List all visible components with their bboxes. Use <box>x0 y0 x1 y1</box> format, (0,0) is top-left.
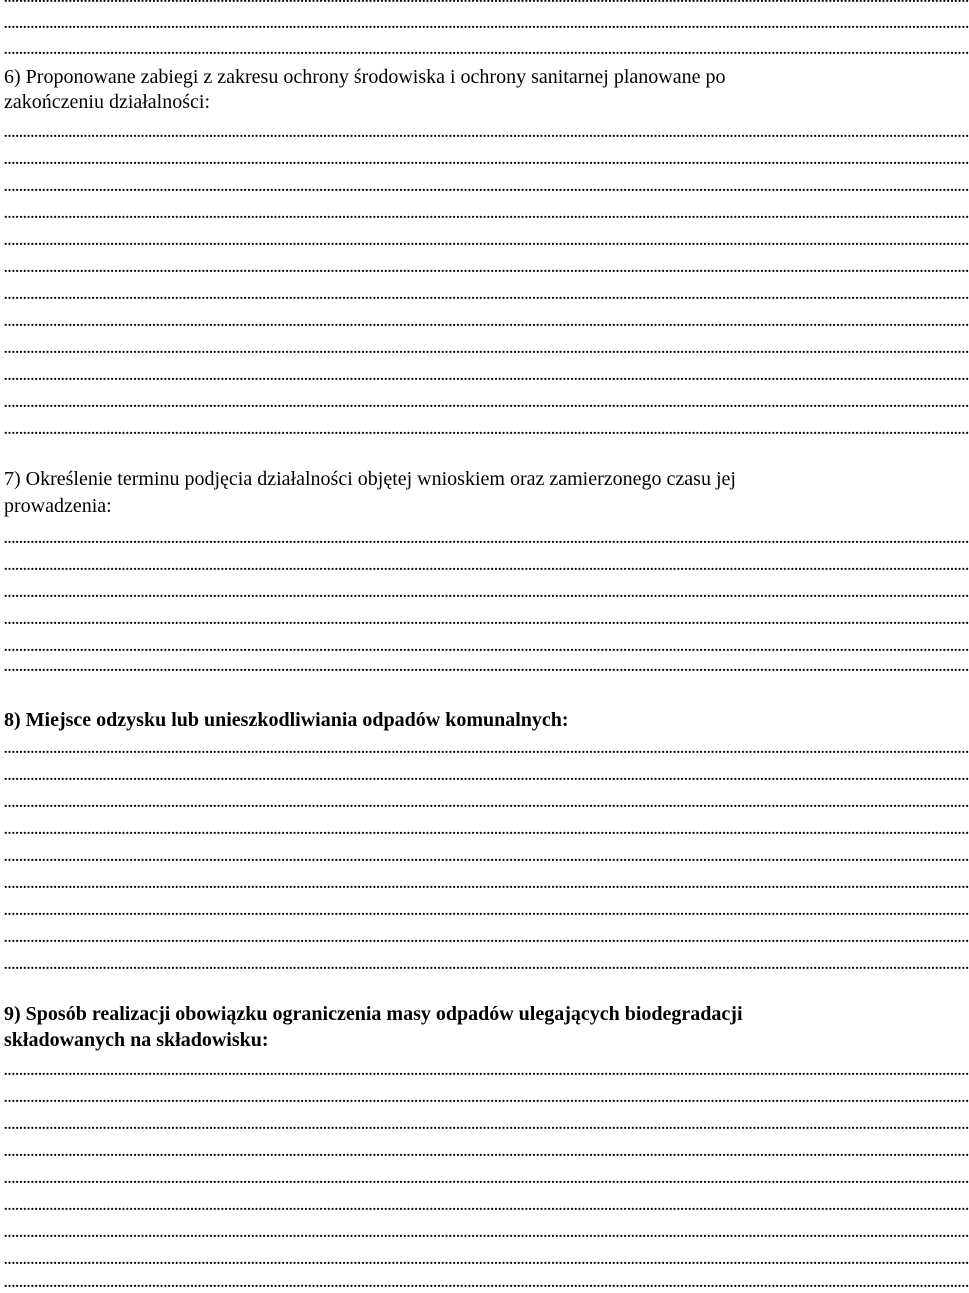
section-8-fill-line[interactable]: .............................................................................................................................................................................................................................................................. <box>4 796 969 811</box>
section-8-fill-line[interactable]: .............................................................................................................................................................................................................................................................. <box>4 850 969 865</box>
section-9-heading-line2: składowanych na składowisku: <box>4 1029 269 1051</box>
section-6-fill-line[interactable]: .............................................................................................................................................................................................................................................................. <box>4 315 969 330</box>
section-6-fill-line[interactable]: .............................................................................................................................................................................................................................................................. <box>4 369 969 384</box>
section-8-fill-line[interactable]: .............................................................................................................................................................................................................................................................. <box>4 904 969 919</box>
section-9-fill-line[interactable]: .............................................................................................................................................................................................................................................................. <box>4 1064 969 1079</box>
section-6-fill-line[interactable]: .............................................................................................................................................................................................................................................................. <box>4 288 969 303</box>
section-9-fill-line[interactable]: .............................................................................................................................................................................................................................................................. <box>4 1253 969 1268</box>
section-8-fill-line[interactable]: .............................................................................................................................................................................................................................................................. <box>4 877 969 892</box>
section-9-fill-line[interactable]: .............................................................................................................................................................................................................................................................. <box>4 1118 969 1133</box>
section-8-heading: 8) Miejsce odzysku lub unieszkodliwiania odpadów komunalnych: <box>4 709 569 731</box>
section-6-heading-line2: zakończeniu działalności: <box>4 91 211 113</box>
section-7-fill-line[interactable]: .............................................................................................................................................................................................................................................................. <box>4 532 969 547</box>
section-7-fill-line[interactable]: .............................................................................................................................................................................................................................................................. <box>4 640 969 655</box>
section-7-fill-line[interactable]: .............................................................................................................................................................................................................................................................. <box>4 586 969 601</box>
section-6-fill-line[interactable]: .............................................................................................................................................................................................................................................................. <box>4 126 969 141</box>
section-9-fill-line[interactable]: .............................................................................................................................................................................................................................................................. <box>4 1091 969 1106</box>
section-6-fill-line[interactable]: .............................................................................................................................................................................................................................................................. <box>4 261 969 276</box>
section-9-heading-line1: 9) Sposób realizacji obowiązku ograniczenia masy odpadów ulegających biodegradacji <box>4 1003 743 1025</box>
fill-line[interactable]: .............................................................................................................................................................................................................................................................. <box>4 17 969 32</box>
section-6-fill-line[interactable]: .............................................................................................................................................................................................................................................................. <box>4 234 969 249</box>
section-8-fill-line[interactable]: .............................................................................................................................................................................................................................................................. <box>4 769 969 784</box>
section-7-fill-line[interactable]: .............................................................................................................................................................................................................................................................. <box>4 559 969 574</box>
section-9-fill-line-last[interactable]: .............................................................................................................................................................................................................................................................. <box>4 1276 969 1291</box>
section-6-heading-line1: 6) Proponowane zabiegi z zakresu ochrony środowiska i ochrony sanitarnej planowane po <box>4 66 726 88</box>
fill-line[interactable] <box>4 0 910 8</box>
section-7-heading-line2: prowadzenia: <box>4 495 112 517</box>
section-6-fill-line[interactable]: .............................................................................................................................................................................................................................................................. <box>4 423 969 438</box>
section-9-fill-line[interactable]: .............................................................................................................................................................................................................................................................. <box>4 1199 969 1214</box>
section-6-fill-line[interactable]: .............................................................................................................................................................................................................................................................. <box>4 180 969 195</box>
section-8-fill-line[interactable]: .............................................................................................................................................................................................................................................................. <box>4 742 969 757</box>
section-8-fill-line[interactable]: .............................................................................................................................................................................................................................................................. <box>4 958 969 973</box>
section-9-fill-line[interactable]: .............................................................................................................................................................................................................................................................. <box>4 1226 969 1241</box>
section-9-fill-line[interactable]: .............................................................................................................................................................................................................................................................. <box>4 1145 969 1160</box>
section-6-fill-line[interactable]: .............................................................................................................................................................................................................................................................. <box>4 207 969 222</box>
section-7-fill-line[interactable]: .............................................................................................................................................................................................................................................................. <box>4 660 969 675</box>
fill-line[interactable]: .............................................................................................................................................................................................................................................................. <box>4 43 969 58</box>
section-7-fill-line[interactable]: .............................................................................................................................................................................................................................................................. <box>4 613 969 628</box>
section-6-fill-line[interactable]: .............................................................................................................................................................................................................................................................. <box>4 153 969 168</box>
section-8-fill-line[interactable]: .............................................................................................................................................................................................................................................................. <box>4 823 969 838</box>
section-7-heading-line1: 7) Określenie terminu podjęcia działalności objętej wnioskiem oraz zamierzonego czasu jej <box>4 468 736 490</box>
section-8-fill-line[interactable]: .............................................................................................................................................................................................................................................................. <box>4 931 969 946</box>
section-9-fill-line[interactable]: .............................................................................................................................................................................................................................................................. <box>4 1172 969 1187</box>
section-6-fill-line[interactable]: .............................................................................................................................................................................................................................................................. <box>4 342 969 357</box>
section-6-fill-line[interactable]: .............................................................................................................................................................................................................................................................. <box>4 396 969 411</box>
